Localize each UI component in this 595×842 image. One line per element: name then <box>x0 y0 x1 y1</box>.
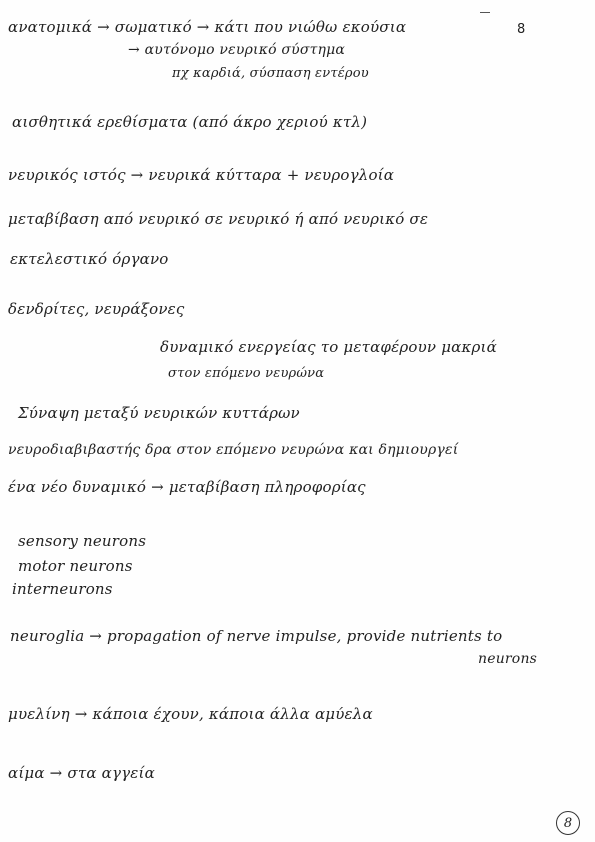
note-line-18: neurons <box>478 651 538 667</box>
note-line-9: δυναμικό ενεργείας το μεταφέρουν μακριά <box>160 338 497 356</box>
note-line-12: νευροδιαβιβαστής δρα στον επόμενο νευρώνα και δημιουργεί <box>8 442 459 458</box>
note-line-13: ένα νέο δυναμικό → μεταβίβαση πληροφορίας <box>8 478 366 496</box>
page-number: 8 <box>517 22 526 37</box>
note-line-19: μυελίνη → κάποια έχουν, κάποια άλλα αμύελα <box>8 705 373 723</box>
note-line-6: μεταβίβαση από νευρικό σε νευρικό ή από νευρικό σε <box>8 210 429 228</box>
note-line-16: interneurons <box>12 580 113 598</box>
note-line-1: ανατομικά → σωματικό → κάτι που νιώθω εκούσια <box>8 18 407 36</box>
note-line-10: στον επόμενο νευρώνα <box>168 366 325 381</box>
note-line-3: πχ καρδιά, σύσπαση εντέρου <box>172 66 369 81</box>
note-line-5: νευρικός ιστός → νευρικά κύτταρα + νευρογλοία <box>8 166 395 184</box>
pen-mark <box>480 12 490 13</box>
note-line-15: motor neurons <box>18 557 133 575</box>
note-line-7: εκτελεστικό όργανο <box>10 250 169 268</box>
note-line-4: αισθητικά ερεθίσματα (από άκρο χεριού κτλ) <box>12 113 368 131</box>
note-line-11: Σύναψη μεταξύ νευρικών κυττάρων <box>18 404 300 422</box>
note-line-2: → αυτόνομο νευρικό σύστημα <box>128 42 346 58</box>
note-line-14: sensory neurons <box>18 532 147 550</box>
circled-page-number: 8 <box>556 811 580 835</box>
note-line-20: αίμα → στα αγγεία <box>8 764 155 782</box>
note-line-8: δενδρίτες, νευράξονες <box>8 300 185 318</box>
note-line-17: neuroglia → propagation of nerve impulse, provide nutrients to <box>10 627 503 645</box>
